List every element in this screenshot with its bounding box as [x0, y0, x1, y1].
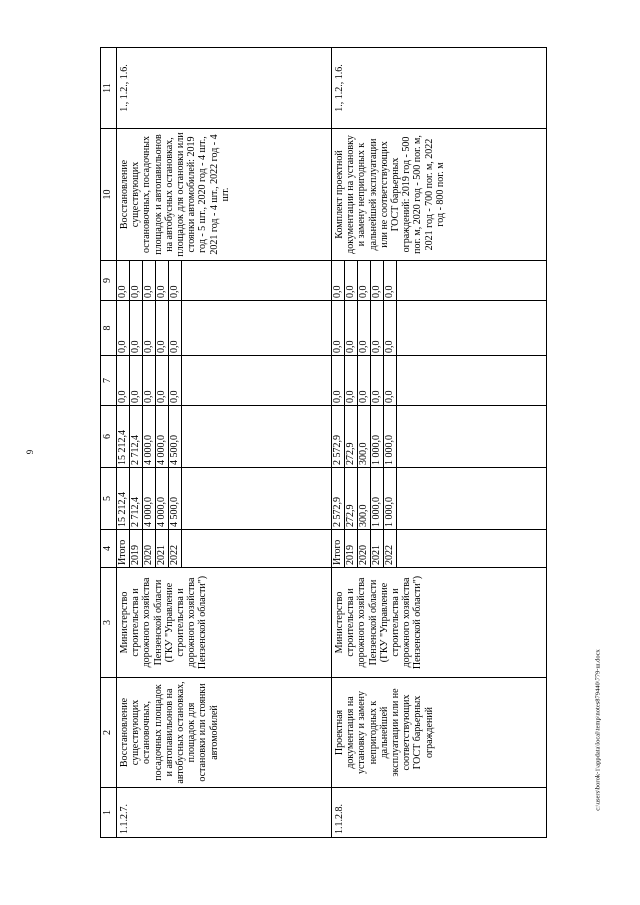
cell-years	[117, 530, 332, 568]
years-value: 2022	[169, 530, 182, 567]
c9-value: 0,0	[332, 261, 345, 300]
c8-value: 0,0	[332, 301, 345, 355]
c7-value: 0,0	[371, 356, 384, 405]
table-row	[332, 48, 547, 838]
c5-value: 4 500,0	[169, 468, 182, 529]
cell-c6	[332, 406, 547, 468]
c7-values	[117, 356, 182, 405]
c6-value: 4 500,0	[169, 406, 182, 467]
c6-values	[332, 406, 397, 467]
years-value: 2019	[130, 530, 143, 567]
column-number: 8	[101, 301, 117, 356]
measure-number: 1.1.2.8.	[332, 788, 547, 838]
c5-value: 2 572,9	[332, 468, 345, 529]
measure-executor: Министерство строительства и дорожного хозяйства Пензенской области (ГКУ "Управление строительства и дорожного хозяйства Пензенской области")	[117, 568, 332, 678]
table-row	[117, 48, 332, 838]
c6-value: 4 000,0	[156, 406, 169, 467]
c8-value: 0,0	[358, 301, 371, 355]
cell-c7	[117, 356, 332, 406]
c5-values	[117, 468, 182, 529]
c9-value: 0,0	[345, 261, 358, 300]
indicator-reference: 1., 1.2., 1.6.	[117, 48, 332, 129]
c9-value: 0,0	[130, 261, 143, 300]
c6-value: 4 000,0	[143, 406, 156, 467]
c5-value: 2 712,4	[130, 468, 143, 529]
c5-value: 1 000,0	[371, 468, 384, 529]
c7-value: 0,0	[143, 356, 156, 405]
c9-value: 0,0	[117, 261, 130, 300]
c8-value: 0,0	[345, 301, 358, 355]
column-number: 7	[101, 356, 117, 406]
cell-c7	[332, 356, 547, 406]
c7-value: 0,0	[332, 356, 345, 405]
c5-value: 4 000,0	[156, 468, 169, 529]
cell-c9	[332, 261, 547, 301]
column-number: 9	[101, 261, 117, 301]
c5-value: 15 212,4	[117, 468, 130, 529]
years-value: Итого	[117, 530, 130, 567]
cell-c5	[332, 468, 547, 530]
c9-value: 0,0	[358, 261, 371, 300]
c6-value: 2 712,4	[130, 406, 143, 467]
c5-values	[332, 468, 397, 529]
years-value: 2020	[358, 530, 371, 567]
cell-c9	[117, 261, 332, 301]
footer-file-path: c:\users\borok-1\appdata\local\temp\notes879440\779-ш.docx	[594, 649, 602, 811]
column-number: 6	[101, 406, 117, 468]
column-number: 10	[101, 129, 117, 261]
years-value: 2019	[345, 530, 358, 567]
cell-c8	[117, 301, 332, 356]
c7-values	[332, 356, 397, 405]
measure-name: Восстановление существующих остановочных, посадочных площадок и автопавильонов на автобусных остановках, площадок для остановки или стоянки автомобилей	[117, 678, 332, 788]
page-number: 9	[25, 449, 35, 455]
c5-value: 4 000,0	[143, 468, 156, 529]
c5-value: 300,0	[358, 468, 371, 529]
c8-value: 0,0	[384, 301, 397, 355]
c7-value: 0,0	[156, 356, 169, 405]
c6-value: 1 000,0	[371, 406, 384, 467]
rotated-table-sheet	[100, 48, 545, 838]
c8-value: 0,0	[143, 301, 156, 355]
years-values	[332, 530, 397, 567]
c8-value: 0,0	[130, 301, 143, 355]
c7-value: 0,0	[384, 356, 397, 405]
c7-value: 0,0	[169, 356, 182, 405]
c6-value: 2 572,9	[332, 406, 345, 467]
c8-values	[332, 301, 397, 355]
c5-value: 1 000,0	[384, 468, 397, 529]
measure-number: 1.1.2.7.	[117, 788, 332, 838]
column-number: 1	[101, 788, 117, 838]
column-number-row	[101, 48, 117, 838]
column-number: 3	[101, 568, 117, 678]
c6-value: 15 212,4	[117, 406, 130, 467]
c7-value: 0,0	[130, 356, 143, 405]
years-value: 2021	[156, 530, 169, 567]
column-number: 2	[101, 678, 117, 788]
program-measures-table	[100, 47, 547, 838]
c8-value: 0,0	[156, 301, 169, 355]
c6-value: 300,0	[358, 406, 371, 467]
c8-value: 0,0	[371, 301, 384, 355]
c9-value: 0,0	[169, 261, 182, 300]
c9-value: 0,0	[156, 261, 169, 300]
column-number: 5	[101, 468, 117, 530]
c9-value: 0,0	[143, 261, 156, 300]
measure-executor: Министерство строительства и дорожного хозяйства Пензенской области (ГКУ "Управление строительства и дорожного хозяйства Пензенской области")	[332, 568, 547, 678]
years-value: 2020	[143, 530, 156, 567]
cell-years	[332, 530, 547, 568]
c7-value: 0,0	[117, 356, 130, 405]
c9-values	[332, 261, 397, 300]
years-values	[117, 530, 182, 567]
c6-value: 272,9	[345, 406, 358, 467]
expected-result: Восстановление существующих остановочных, посадочных площадок и автопавильонов на автобусных остановках, площадок для остановки или стоянки автомобилей: 2019 год - 5 шт., 2020 год - 4 шт., 2021 год - 4 шт., 2022 год - 4 шт.	[117, 129, 332, 261]
c9-values	[117, 261, 182, 300]
indicator-reference: 1., 1.2., 1.6.	[332, 48, 547, 129]
years-value: 2021	[371, 530, 384, 567]
c9-value: 0,0	[371, 261, 384, 300]
c8-value: 0,0	[169, 301, 182, 355]
c5-value: 272,9	[345, 468, 358, 529]
c9-value: 0,0	[384, 261, 397, 300]
cell-c8	[332, 301, 547, 356]
c7-value: 0,0	[358, 356, 371, 405]
c6-value: 1 000,0	[384, 406, 397, 467]
column-number: 4	[101, 530, 117, 568]
years-value: 2022	[384, 530, 397, 567]
cell-c6	[117, 406, 332, 468]
column-number: 11	[101, 48, 117, 129]
years-value: Итого	[332, 530, 345, 567]
c8-value: 0,0	[117, 301, 130, 355]
c6-values	[117, 406, 182, 467]
c8-values	[117, 301, 182, 355]
measure-name: Проектная документация на установку и замену непригодных к дальнейшей эксплуатации или не соответствующих ГОСТ барьерных ограждений	[332, 678, 547, 788]
expected-result: Комплект проектной документации на установку и замену непригодных к дальнейшей эксплуатации или не соответствующих ГОСТ барьерных ограждений: 2019 год - 500 пог. м, 2020 год - 500 пог. м, 2021 год - 700 пог. м, 2022 год - 800 пог. м	[332, 129, 547, 261]
cell-c5	[117, 468, 332, 530]
c7-value: 0,0	[345, 356, 358, 405]
